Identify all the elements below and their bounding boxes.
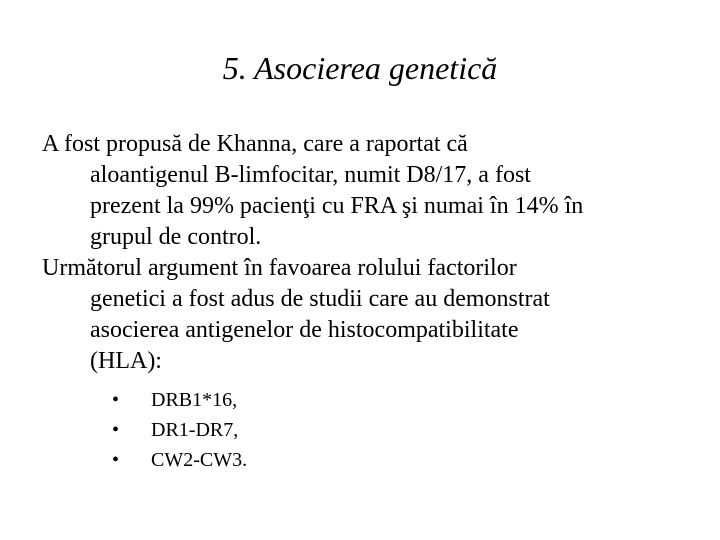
paragraph-hla-argument — [42, 253, 692, 377]
text-line: grupul de control. — [90, 224, 262, 250]
text-line: A fost propusă de Khanna, care a raportat că — [42, 131, 468, 157]
bullet-icon: • — [112, 389, 120, 411]
list-item — [112, 445, 247, 475]
text-line: prezent la 99% pacienţi cu FRA şi numai în 14% în — [90, 193, 584, 219]
list-item-text: DRB1*16, — [151, 389, 238, 411]
paragraph-khanna — [42, 129, 692, 253]
list-item — [112, 385, 247, 415]
list-item — [112, 415, 247, 445]
text-line: genetici a fost adus de studii care au demonstrat — [90, 286, 550, 312]
text-line: asocierea antigenelor de histocompatibilitate — [90, 317, 519, 343]
bullet-icon: • — [112, 449, 120, 471]
slide-title: 5. Asocierea genetică — [222, 50, 498, 86]
text-line: aloantigenul B-limfocitar, numit D8/17, a fost — [90, 162, 531, 188]
text-line: Următorul argument în favoarea rolului factorilor — [42, 255, 517, 281]
hla-bullet-list — [112, 385, 247, 475]
text-line: (HLA): — [90, 348, 162, 374]
list-item-text: CW2-CW3. — [151, 449, 248, 471]
list-item-text: DR1-DR7, — [151, 419, 239, 441]
bullet-icon: • — [112, 419, 120, 441]
